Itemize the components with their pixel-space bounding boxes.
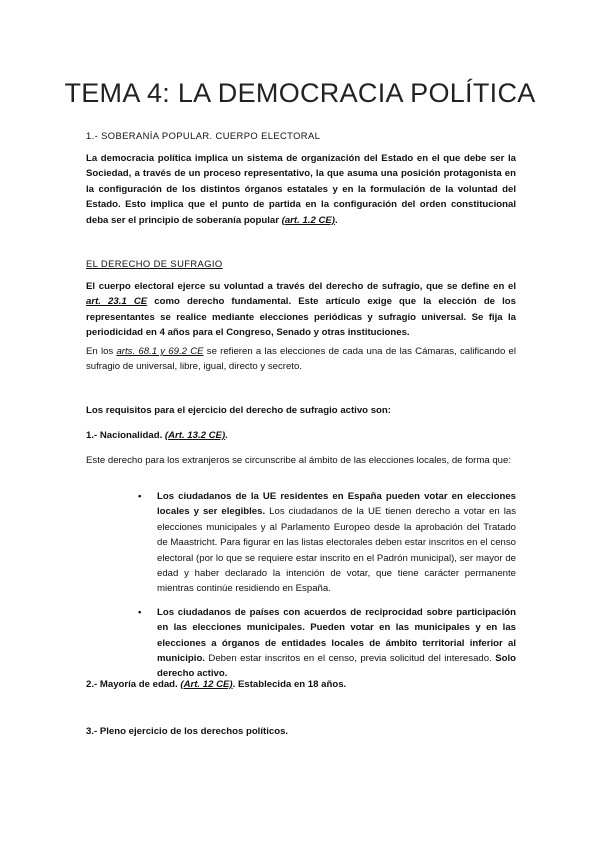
bullet-icon: • (138, 491, 142, 502)
paragraph-democracia (86, 151, 516, 228)
requisito-label: 2.- Mayoría de edad. (86, 679, 181, 690)
list-item (126, 489, 516, 597)
bullet-text: Deben estar inscritos en el censo, previa solicitud del interesado. (204, 653, 496, 665)
bullet-bold-text: Los ciudadanos de países con acuerdos de reciprocidad sobre participación en las elecciones municipales. Pueden votar en las municipales y en las elecciones a órganos de entidades locales de ámbito territorial inferior al municipio. (157, 606, 516, 665)
requisito-derechos-politicos: 3.- Pleno ejercicio de los derechos políticos. (86, 726, 289, 737)
paragraph-text: La democracia política implica un sistema de organización del Estado en el que debe ser la Sociedad, a través de un proceso representativo, la que asuma una posición protagonista en la configuración de los distintos órganos estatales y en la formulación de la voluntad del Estado. Esto implica que el punto de partida en la configuración del orden constitucional deba ser el principio de soberanía popular (86, 153, 516, 226)
bullet-text: Los ciudadanos de la UE tienen derecho a votar en las elecciones municipales y al Parlamento Europeo desde la aprobación del Tratado de Maastricht. Para figurar en las listas electorales deben estar inscritos en el censo electoral (por lo que se requiere estar inscrito en el Padrón municipal), ser mayor de edad y haber declarado la intención de votar, que tiene carácter permanente mientras continúe residiendo en España. (157, 506, 516, 595)
requisito-text: . Establecida en 18 años. (232, 679, 347, 690)
paragraph-text: El cuerpo electoral ejerce su voluntad a través del derecho de sufragio, que se define en el (86, 281, 516, 292)
list-item (126, 605, 516, 682)
paragraph-extranjeros: Este derecho para los extranjeros se circunscribe al ámbito de las elecciones locales, de forma que: (86, 455, 512, 466)
paragraph-camaras (86, 344, 516, 375)
requisito-mayoria-edad (86, 677, 516, 692)
bullet-bold-text: Los ciudadanos de la UE residentes en España pueden votar en elecciones locales y ser elegibles. (157, 491, 516, 518)
punctuation: . (225, 430, 228, 441)
paragraph-text: se refieren a las elecciones de cada una de las Cámaras, calificando el sufragio de universal, libre, igual, directo y secreto. (86, 346, 516, 373)
bullet-list (126, 489, 516, 682)
requisito-label: 1.- Nacionalidad. (86, 430, 165, 441)
bullet-icon: • (138, 606, 142, 618)
article-reference: arts. 68.1 y 69.2 CE (116, 346, 204, 357)
article-reference: (Art. 13.2 CE) (164, 430, 226, 441)
bullet-bold-text: Solo derecho activo. (157, 653, 516, 680)
requisito-nacionalidad (86, 428, 516, 443)
article-reference: (art. 1.2 CE) (281, 214, 335, 226)
paragraph-text: como derecho fundamental. Este artículo exige que la elección de los representantes se realice mediante elecciones periódicas y sufragio universal. Se fija la periodicidad en 4 años para el Congreso, Senado y otras instituciones. (86, 296, 516, 339)
section-heading-soberania: 1.- SOBERANÍA POPULAR. CUERPO ELECTORAL (86, 130, 321, 141)
article-reference: art. 23.1 CE (86, 296, 148, 308)
paragraph-text: En los (86, 346, 117, 357)
article-reference: (Art. 12 CE) (180, 679, 233, 690)
section-heading-sufragio: EL DERECHO DE SUFRAGIO (86, 258, 223, 269)
page-title: TEMA 4: LA DEMOCRACIA POLÍTICA (64, 78, 536, 108)
requisitos-intro: Los requisitos para el ejercicio del derecho de sufragio activo son: (86, 405, 391, 416)
punctuation: . (334, 214, 338, 226)
paragraph-sufragio (86, 279, 516, 341)
